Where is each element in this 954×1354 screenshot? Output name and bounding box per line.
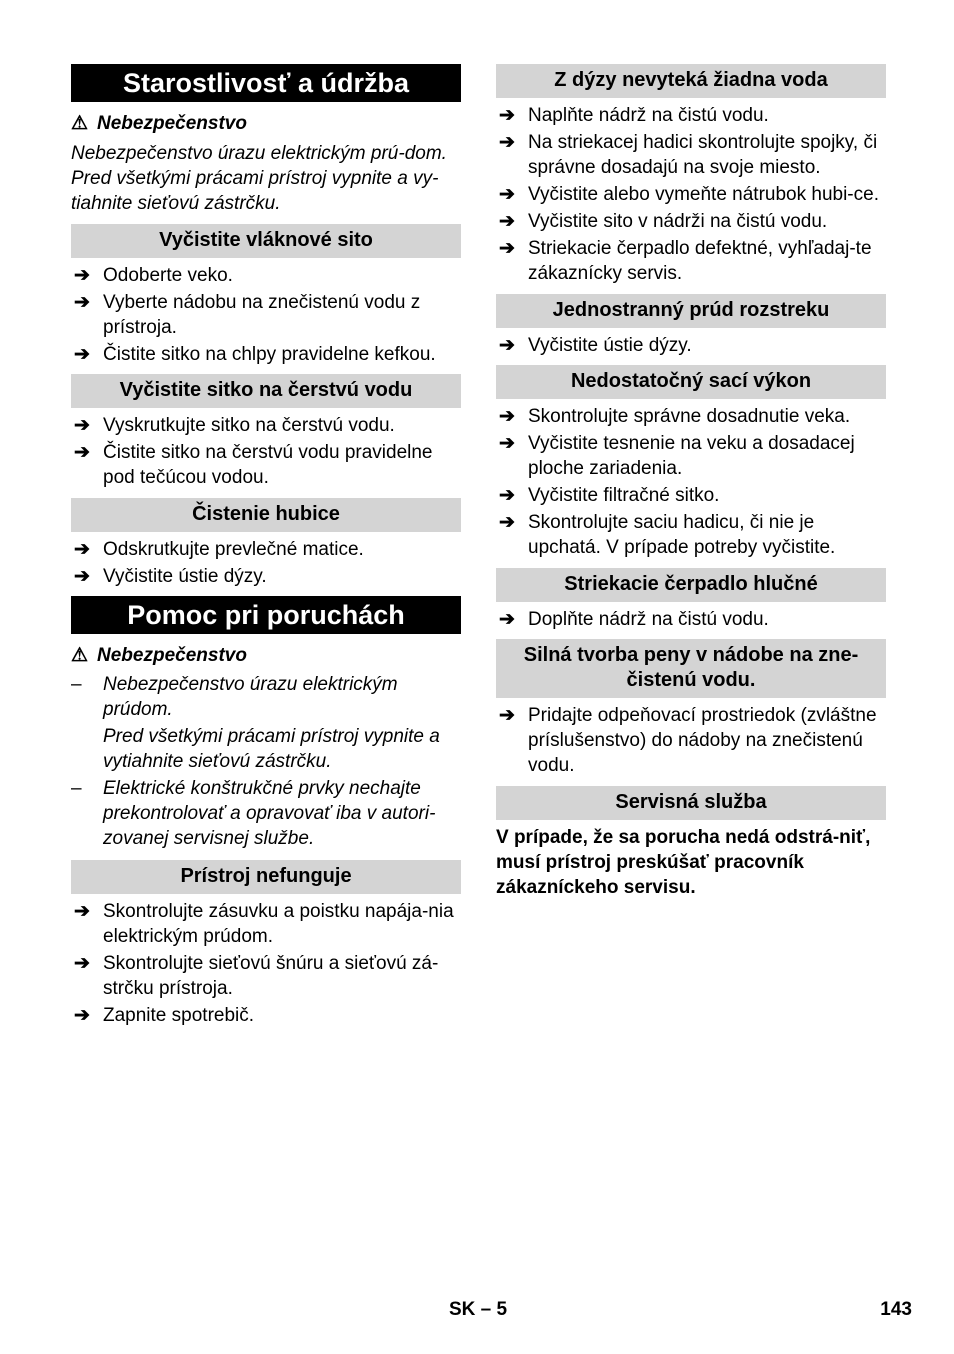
subheading-device-not-working: Prístroj nefunguje	[71, 860, 461, 894]
arrow-right-icon: ➔	[74, 953, 90, 974]
arrow-right-icon: ➔	[74, 442, 90, 463]
dash-bullet: –	[71, 674, 82, 695]
arrow-right-icon: ➔	[74, 539, 90, 560]
arrow-right-icon: ➔	[499, 705, 515, 726]
list-device-not-working	[71, 899, 461, 1028]
arrow-right-icon: ➔	[74, 1005, 90, 1026]
warning-icon: ⚠	[71, 645, 89, 666]
section-title-troubleshooting: Pomoc pri poruchách	[71, 596, 461, 634]
danger-heading	[71, 643, 461, 668]
list-item: ➔ Vyčistite filtračné sitko.	[499, 485, 720, 506]
list-item: ➔ Odskrutkujte prevlečné matice.	[74, 539, 364, 560]
arrow-right-icon: ➔	[499, 485, 515, 506]
danger-list	[71, 672, 461, 851]
danger-text: Pred všetkými prácami prístroj vypnite a vy-tiahnite sieťovú zástrčku.	[71, 168, 439, 214]
list-freshwater-sieve	[71, 413, 461, 490]
subheading-foam: Silná tvorba peny v nádobe na zne-čistenú vodu.	[496, 639, 886, 698]
list-item: ➔ Vyčistite ústie dýzy.	[74, 566, 267, 587]
list-item: ➔ Vyčistite sito v nádrži na čistú vodu.	[499, 211, 828, 232]
arrow-right-icon: ➔	[74, 566, 90, 587]
list-foam	[496, 703, 886, 778]
list-item: – Nebezpečenstvo úrazu elektrickým prúdom. Pred všetkými prácami prístroj vypnite a vytiahnite sieťovú zástrčku.	[71, 674, 440, 772]
list-item: ➔ Vyberte nádobu na znečistenú vodu z prístroja.	[74, 292, 421, 338]
list-item: ➔ Skontrolujte zásuvku a poistku napája-nia elektrickým prúdom.	[74, 901, 454, 947]
danger-heading	[71, 111, 461, 136]
arrow-right-icon: ➔	[499, 238, 515, 259]
list-item: ➔ Pridajte odpeňovací prostriedok (zvláštne príslušenstvo) do nádoby na znečistenú vodu.	[499, 705, 877, 776]
list-low-suction	[496, 404, 886, 560]
list-item: ➔ Na striekacej hadici skontrolujte spojky, či správne dosadajú na svoje miesto.	[499, 132, 878, 178]
arrow-right-icon: ➔	[74, 292, 90, 313]
danger-label: Nebezpečenstvo	[97, 113, 247, 134]
list-no-water	[496, 103, 886, 286]
list-item: ➔ Vyčistite alebo vymeňte nátrubok hubi-ce.	[499, 184, 879, 205]
list-item: ➔ Doplňte nádrž na čistú vodu.	[499, 609, 769, 630]
danger-text: Nebezpečenstvo úrazu elektrickým prú-dom.	[71, 143, 447, 164]
subheading-noisy-pump: Striekacie čerpadlo hlučné	[496, 568, 886, 602]
list-item: ➔ Striekacie čerpadlo defektné, vyhľadaj-te zákaznícky servis.	[499, 238, 872, 284]
arrow-right-icon: ➔	[74, 415, 90, 436]
arrow-right-icon: ➔	[499, 406, 515, 427]
arrow-right-icon: ➔	[499, 609, 515, 630]
subheading-nozzle-cleaning: Čistenie hubice	[71, 498, 461, 532]
list-item: ➔ Čistite sitko na chlpy pravidelne kefkou.	[74, 344, 436, 365]
list-item: ➔ Naplňte nádrž na čistú vodu.	[499, 105, 769, 126]
left-column	[71, 64, 461, 1030]
warning-icon: ⚠	[71, 113, 89, 134]
list-fiber-sieve	[71, 263, 461, 367]
subheading-freshwater-sieve: Vyčistite sitko na čerstvú vodu	[71, 374, 461, 408]
list-item: ➔ Čistite sitko na čerstvú vodu pravidelne pod tečúcou vodou.	[74, 442, 433, 488]
arrow-right-icon: ➔	[499, 512, 515, 533]
arrow-right-icon: ➔	[499, 105, 515, 126]
arrow-right-icon: ➔	[74, 901, 90, 922]
page-section-label: SK – 5	[449, 1299, 508, 1320]
arrow-right-icon: ➔	[499, 211, 515, 232]
list-item: ➔ Skontrolujte saciu hadicu, či nie je upchatá. V prípade potreby vyčistite.	[499, 512, 836, 558]
list-item: ➔ Skontrolujte sieťovú šnúru a sieťovú zá-strčku prístroja.	[74, 953, 439, 999]
list-item: ➔ Vyčistite tesnenie na veku a dosadacej ploche zariadenia.	[499, 433, 855, 479]
list-item: ➔ Vyskrutkujte sitko na čerstvú vodu.	[74, 415, 395, 436]
subheading-fiber-sieve: Vyčistite vláknové sito	[71, 224, 461, 258]
subheading-low-suction: Nedostatočný sací výkon	[496, 365, 886, 399]
list-item: – Elektrické konštrukčné prvky nechajte prekontrolovať a opravovať iba v autori-zovanej servisnej službe.	[71, 778, 436, 849]
subheading-one-sided-spray: Jednostranný prúd rozstreku	[496, 294, 886, 328]
list-item: ➔ Vyčistite ústie dýzy.	[499, 335, 692, 356]
arrow-right-icon: ➔	[74, 344, 90, 365]
arrow-right-icon: ➔	[499, 433, 515, 454]
subheading-no-water: Z dýzy nevyteká žiadna voda	[496, 64, 886, 98]
list-one-sided-spray	[496, 333, 886, 358]
subheading-service: Servisná služba	[496, 786, 886, 820]
list-item: ➔ Zapnite spotrebič.	[74, 1005, 255, 1026]
section-title-care: Starostlivosť a údržba	[71, 64, 461, 102]
dash-bullet: –	[71, 778, 82, 799]
list-item: ➔ Skontrolujte správne dosadnutie veka.	[499, 406, 851, 427]
list-noisy-pump	[496, 607, 886, 632]
service-text: V prípade, že sa porucha nedá odstrá-niť, musí prístroj preskúšať pracovník zákazníckeho servisu.	[496, 827, 871, 898]
arrow-right-icon: ➔	[499, 132, 515, 153]
right-column	[496, 64, 886, 900]
arrow-right-icon: ➔	[499, 184, 515, 205]
arrow-right-icon: ➔	[74, 265, 90, 286]
arrow-right-icon: ➔	[499, 335, 515, 356]
list-item: ➔ Odoberte veko.	[74, 265, 233, 286]
page-number: 143	[880, 1299, 912, 1320]
danger-label: Nebezpečenstvo	[97, 645, 247, 666]
list-nozzle-cleaning	[71, 537, 461, 589]
